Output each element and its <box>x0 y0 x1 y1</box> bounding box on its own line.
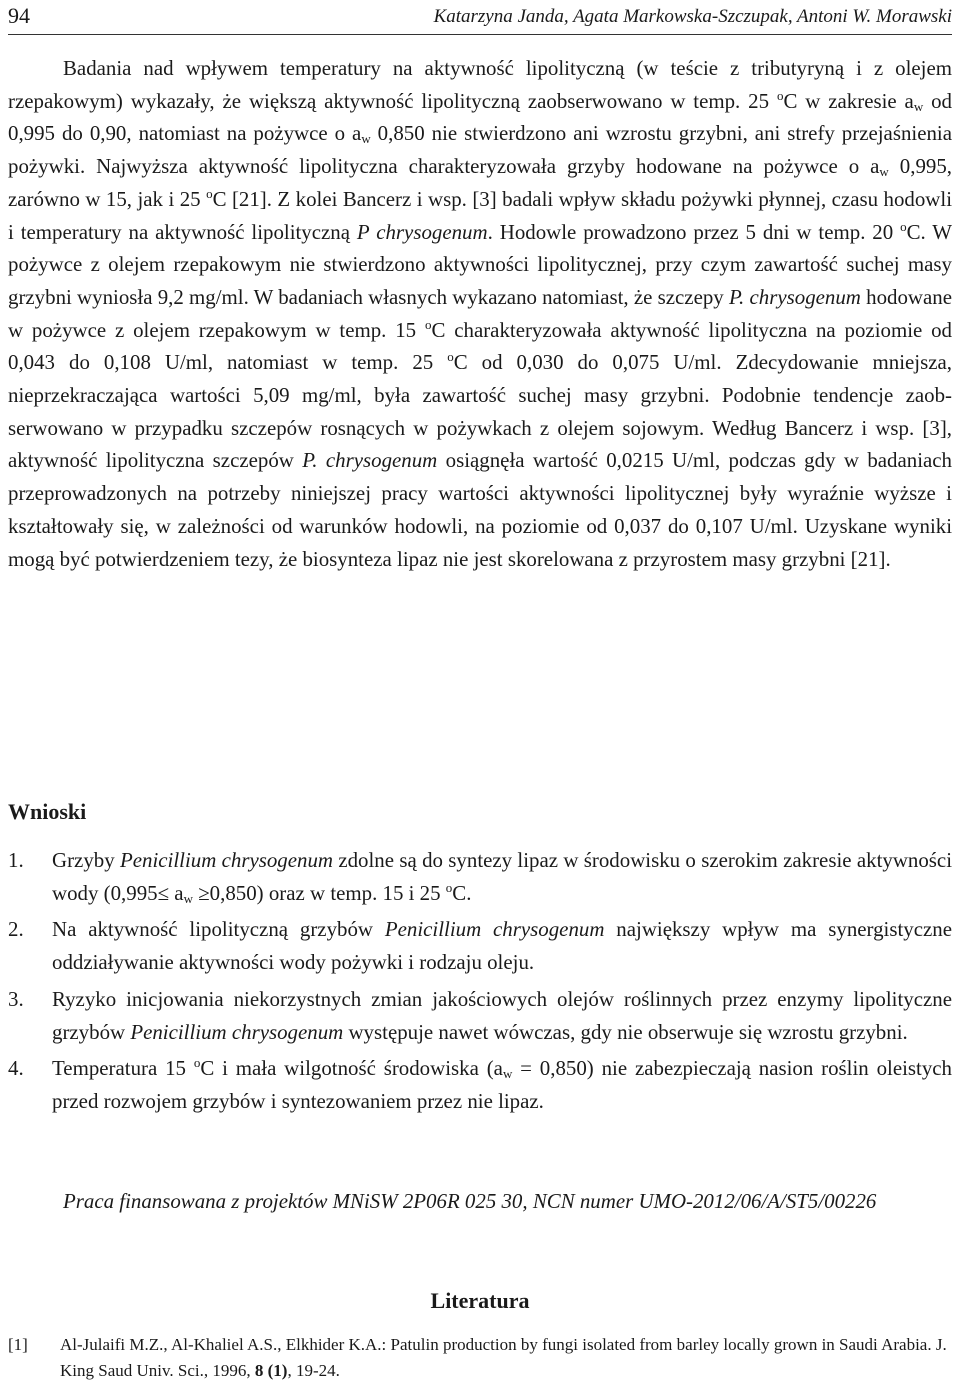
text-run: C [21]. Z kolei Bancerz i wsp. [3] badali wpływ składu pożywki płynnej, czasu hodowli i temperatury na aktywność lipolityczną <box>8 186 952 244</box>
text-run: Temperatura 15 <box>52 1056 194 1081</box>
conclusion-item <box>8 844 952 909</box>
subscript: w <box>879 164 889 180</box>
text-run: C w zakresie a <box>783 88 914 113</box>
references-list <box>8 1332 952 1384</box>
superscript: o <box>206 185 213 201</box>
conclusions-list <box>8 844 952 1122</box>
conclusion-item <box>8 913 952 978</box>
issue-number: (1) <box>267 1361 288 1380</box>
text-run: 0,850 nie stwierdzono ani wzrostu grzybni, ani strefy przejaśnienia pożywki. Najwyższa aktywność lipolityczna charakteryzowała grzyby hodowane na pożywce o a <box>8 121 952 179</box>
text-run: 0,995, zarówno w 15, jak i 25 <box>8 154 953 211</box>
species-name: Penicillium chrysogenum <box>130 1019 344 1044</box>
subscript: w <box>361 131 371 147</box>
text-run: . Hodowle prowadzono przez 5 dni w temp. 20 <box>487 219 901 244</box>
text-run: osiągnęła wartość 0,0215 U/ml, podczas gdy w badaniach przeprowadzonych na potrzeby niniejszej pracy wartości aktywności lipolitycznej były wyraźnie wyższe i kształtowały się, w zależności od warunków hodowli, na poziomie od 0,037 do 0,107 U/ml. Uzyskane wyniki mogą być potwierdzeniem tezy, że biosynteza lipaz nie jest skorelowana z przyrostem masy grzybni [21]. <box>8 448 952 571</box>
text-run: ≥0,850) oraz w temp. 15 i 25 <box>192 880 446 905</box>
text-run: C i mała wilgotność środowiska (a <box>200 1056 503 1081</box>
section-title-conclusions: Wnioski <box>8 799 87 824</box>
subscript: w <box>913 98 924 114</box>
item-number: 3. <box>8 986 24 1011</box>
section-title-literature: Literatura <box>430 1288 530 1313</box>
text-run: Ryzyko inicjowania niekorzystnych zmian jakościowych olejów roślinnych przez enzymy lipolityczne grzybów <box>52 986 952 1044</box>
text-run: Badania nad wpływem temperatury na aktywność lipolityczną (w teście z tributyryną i z olejem rzepakowym) wykazały, że większą aktywność lipolityczną zaobserwowano w temp. 25 <box>8 56 952 113</box>
item-number: 4. <box>8 1056 24 1081</box>
text-run: Grzyby <box>52 848 120 872</box>
text-run: = 0,850) nie zabezpieczają nasion roślin oleistych przed rozwojem grzybów i syntezowaniem przez nie lipaz. <box>52 1056 952 1113</box>
species-name: P chrysogenum <box>356 219 488 244</box>
text-run: Na aktywność lipolityczną grzybów <box>52 917 385 942</box>
text-run: C. <box>452 880 472 905</box>
superscript: o <box>193 1055 201 1071</box>
superscript: o <box>424 316 432 332</box>
subscript: w <box>502 1066 513 1082</box>
species-name: P. chrysogenum <box>302 448 438 473</box>
species-name: P. chrysogenum <box>728 284 861 309</box>
text-run: , 19-24. <box>287 1361 340 1380</box>
reference-number: [1] <box>8 1335 28 1354</box>
subscript: w <box>183 890 193 906</box>
superscript: o <box>776 87 784 103</box>
text-run: występuje nawet wówczas, gdy nie obserwuje się wzrostu grzybni. <box>343 1019 908 1044</box>
text-run: od 0,995 do 0,90, natomiast na pożywce o a <box>8 88 952 146</box>
page-number: 94 <box>8 3 30 28</box>
species-name: Penicillium chrysogenum <box>384 917 605 942</box>
reference-item <box>8 1332 952 1384</box>
text-run: Al-Julaifi M.Z., Al-Khaliel A.S., Elkhider K.A.: Patulin production by fungi isolated from barley locally grown in Saudi Arabia. J. King Saud Univ. Sci., 1996, <box>60 1335 947 1380</box>
running-head-authors: Katarzyna Janda, Agata Markowska-Szczupak, Antoni W. Morawski <box>433 6 952 27</box>
superscript: o <box>445 879 453 895</box>
superscript: o <box>447 349 454 365</box>
page-header <box>8 2 952 35</box>
text-run: C charakteryzowała aktywność lipolityczna na poziomie od 0,043 do 0,108 U/ml, natomiast w temp. 25 <box>8 317 952 375</box>
item-number: 1. <box>8 848 24 872</box>
species-name: Penicillium chrysogenum <box>119 848 334 872</box>
volume-number: 8 <box>254 1361 264 1380</box>
paragraph-text <box>8 52 952 575</box>
item-number: 2. <box>8 917 24 942</box>
superscript: o <box>900 218 907 234</box>
text-run: C. W pożywce z olejem rzepakowym nie stwierdzono aktywności lipolitycznej, przy czym zawartość suchej masy grzybni wyniosła 9,2 mg/ml. W badaniach własnych wykazano natomiast, że szczepy <box>8 219 953 309</box>
conclusion-item <box>8 1052 952 1117</box>
text-run: największy wpływ ma synergistyczne oddziaływanie aktywności wody pożywki i rodzaju oleju. <box>52 917 953 975</box>
conclusion-item <box>8 983 952 1048</box>
funding-note: Praca finansowana z projektów MNiSW 2P06R 025 30, NCN numer UMO-2012/06/A/ST5/00226 <box>63 1189 877 1213</box>
text-run: hodowane w pożywce z olejem rzepakowym w temp. 15 <box>8 284 952 342</box>
text-run: C od 0,030 do 0,075 U/ml. Zdecydowanie mniejsza, nieprzekraczająca wartości 5,09 mg/ml, była zawartość suchej masy grzybni. Podobnie tendencje zaobserwowano w przypadku szczepów rosnących w pożywkach z olejem sojowym. Według Bancerz i wsp. [3], aktywność lipolityczna szczepów <box>8 350 953 473</box>
text-run: zdolne są do syntezy lipaz w środowisku o szerokim zakresie aktywności wody (0,995≤ a <box>52 848 953 905</box>
body-paragraph <box>8 52 952 575</box>
